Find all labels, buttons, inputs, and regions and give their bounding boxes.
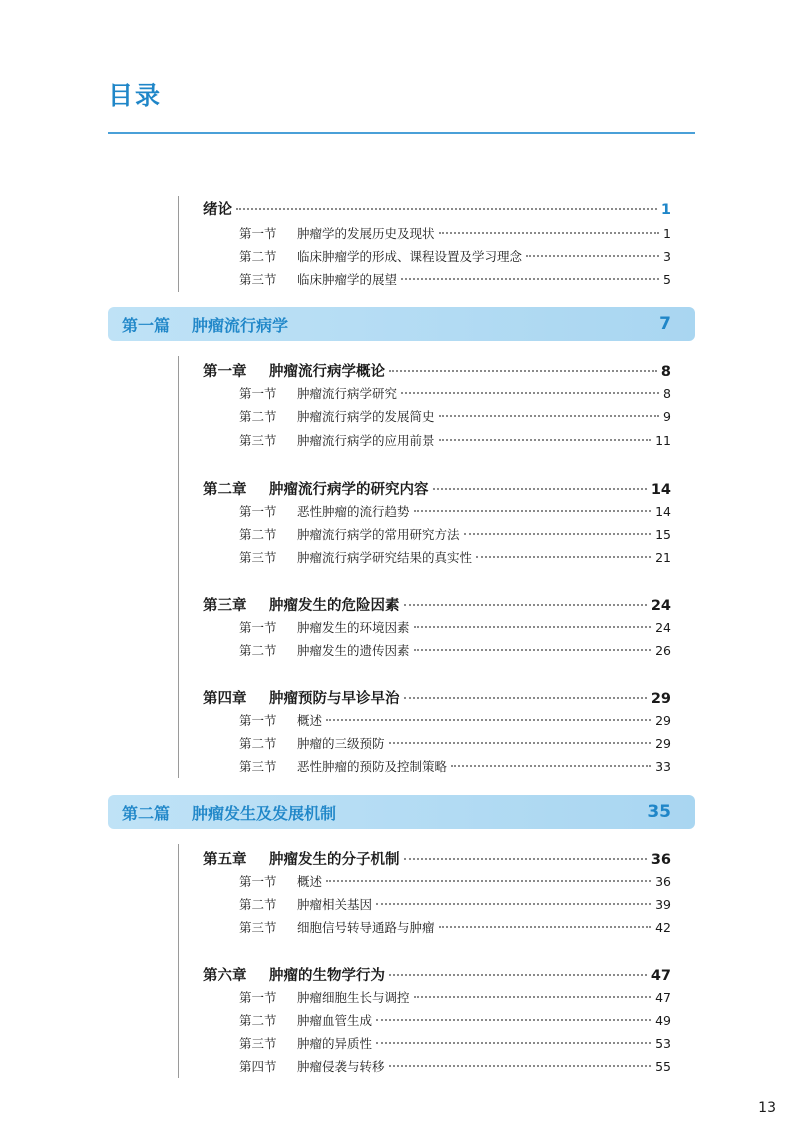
section-page: 24 [655, 620, 671, 635]
chapter-number: 第五章 [203, 852, 247, 868]
section-title: 肿瘤血管生成 [297, 1013, 373, 1028]
toc-section[interactable] [239, 407, 671, 425]
section-title: 肿瘤流行病学的常用研究方法 [297, 527, 460, 542]
section-page: 9 [663, 409, 671, 424]
page-title: 目录 [108, 81, 163, 110]
section-number: 第二节 [239, 736, 277, 751]
toc-chapter[interactable] [203, 478, 671, 499]
leader-dots [389, 974, 647, 976]
toc-section[interactable] [239, 548, 671, 566]
leader-dots [376, 903, 651, 905]
section-title: 概述 [297, 874, 323, 889]
chapter-page: 47 [650, 968, 671, 984]
leader-dots [326, 880, 651, 882]
section-page: 42 [655, 920, 671, 935]
section-number: 第二节 [239, 897, 277, 912]
chapter-page: 29 [650, 691, 671, 707]
section-page: 11 [655, 433, 671, 448]
toc-chapter[interactable] [203, 964, 671, 985]
chapter-title: 肿瘤流行病学概论 [269, 364, 385, 380]
chapter-page: 14 [650, 482, 671, 498]
leader-dots [439, 415, 660, 417]
toc-section[interactable] [239, 641, 671, 659]
leader-dots [376, 1019, 651, 1021]
section-number: 第三节 [239, 272, 277, 287]
toc-section[interactable] [239, 502, 671, 520]
section-title: 肿瘤流行病学的发展简史 [297, 409, 435, 424]
section-title: 恶性肿瘤的预防及控制策略 [297, 759, 448, 774]
section-number: 第二节 [239, 249, 277, 264]
part-header-1[interactable] [108, 307, 695, 341]
section-title: 肿瘤的三级预防 [297, 736, 385, 751]
section-title: 肿瘤流行病学研究 [297, 386, 398, 401]
section-title: 肿瘤相关基因 [297, 897, 373, 912]
chapter-title: 肿瘤发生的分子机制 [269, 852, 400, 868]
leader-dots [404, 604, 647, 606]
section-page: 39 [655, 897, 671, 912]
chapter-page: 24 [650, 598, 671, 614]
section-title: 肿瘤侵袭与转移 [297, 1059, 385, 1074]
toc-section[interactable] [239, 525, 671, 543]
chapter-number: 第二章 [203, 482, 247, 498]
section-page: 33 [655, 759, 671, 774]
chapter-number: 第一章 [203, 364, 247, 380]
section-title: 肿瘤流行病学的应用前景 [297, 433, 435, 448]
section-number: 第二节 [239, 527, 277, 542]
leader-dots [433, 488, 647, 490]
section-page: 26 [655, 643, 671, 658]
title-divider [108, 132, 695, 134]
leader-dots [464, 533, 652, 535]
leader-dots [439, 232, 660, 234]
part-header-2[interactable] [108, 795, 695, 829]
toc-section[interactable] [239, 895, 671, 913]
section-page: 21 [655, 550, 671, 565]
leader-dots [326, 719, 651, 721]
chapter-title: 肿瘤流行病学的研究内容 [269, 482, 429, 498]
toc-section[interactable] [239, 270, 671, 288]
chapter-title: 肿瘤的生物学行为 [269, 968, 385, 984]
leader-dots [414, 996, 652, 998]
toc-block-intro [178, 196, 673, 292]
section-number: 第四节 [239, 1059, 277, 1074]
leader-dots [404, 697, 647, 699]
part-title: 肿瘤发生及发展机制 [192, 803, 337, 823]
section-number: 第一节 [239, 620, 277, 635]
leader-dots [439, 439, 652, 441]
section-title: 肿瘤细胞生长与调控 [297, 990, 410, 1005]
section-title: 肿瘤发生的环境因素 [297, 620, 410, 635]
leader-dots [414, 626, 652, 628]
section-page: 1 [663, 226, 671, 241]
toc-section[interactable] [239, 918, 671, 936]
section-title: 肿瘤学的发展历史及现状 [297, 226, 435, 241]
leader-dots [526, 255, 659, 257]
toc-chapter[interactable] [203, 848, 671, 869]
section-page: 5 [663, 272, 671, 287]
section-title: 肿瘤的异质性 [297, 1036, 373, 1051]
leader-dots [476, 556, 651, 558]
toc-section[interactable] [239, 711, 671, 729]
chapter-title: 肿瘤发生的危险因素 [269, 598, 400, 614]
toc-chapter[interactable] [203, 360, 671, 381]
toc-section[interactable] [239, 247, 671, 265]
toc-block-part-1 [178, 356, 673, 778]
section-number: 第一节 [239, 386, 277, 401]
toc-section[interactable] [239, 872, 671, 890]
section-number: 第三节 [239, 550, 277, 565]
section-page: 36 [655, 874, 671, 889]
section-number: 第三节 [239, 759, 277, 774]
chapter-number: 第四章 [203, 691, 247, 707]
section-title: 肿瘤流行病学研究结果的真实性 [297, 550, 473, 565]
toc-section[interactable] [239, 757, 671, 775]
section-page: 47 [655, 990, 671, 1005]
toc-section[interactable] [239, 1057, 671, 1075]
section-title: 临床肿瘤学的形成、课程设置及学习理念 [297, 249, 523, 264]
leader-dots [389, 742, 652, 744]
leader-dots [414, 649, 652, 651]
toc-section[interactable] [239, 618, 671, 636]
leader-dots [376, 1042, 651, 1044]
section-page: 55 [655, 1059, 671, 1074]
toc-chapter[interactable] [203, 594, 671, 615]
chapter-number: 第六章 [203, 968, 247, 984]
chapter-number: 第三章 [203, 598, 247, 614]
part-number: 第二篇 [122, 803, 171, 823]
leader-dots [389, 370, 657, 372]
section-number: 第三节 [239, 920, 277, 935]
section-number: 第一节 [239, 226, 277, 241]
section-page: 49 [655, 1013, 671, 1028]
toc-intro-title: 绪论 [203, 202, 232, 218]
toc-block-part-2 [178, 844, 673, 1078]
chapter-title: 肿瘤预防与早诊早治 [269, 691, 400, 707]
section-page: 8 [663, 386, 671, 401]
toc-intro-page: 1 [660, 202, 671, 218]
chapter-page: 36 [650, 852, 671, 868]
section-page: 15 [655, 527, 671, 542]
leader-dots [389, 1065, 652, 1067]
section-title: 恶性肿瘤的流行趋势 [297, 504, 410, 519]
section-page: 14 [655, 504, 671, 519]
leader-dots [414, 510, 652, 512]
section-page: 53 [655, 1036, 671, 1051]
chapter-page: 8 [660, 364, 671, 380]
leader-dots [236, 208, 657, 210]
section-page: 29 [655, 713, 671, 728]
leader-dots [451, 765, 651, 767]
section-number: 第三节 [239, 1036, 277, 1051]
section-page: 29 [655, 736, 671, 751]
toc-section[interactable] [239, 734, 671, 752]
section-number: 第三节 [239, 433, 277, 448]
toc-section[interactable] [239, 224, 671, 242]
toc-section[interactable] [239, 1034, 671, 1052]
section-number: 第二节 [239, 643, 277, 658]
section-number: 第一节 [239, 874, 277, 889]
toc-section[interactable] [239, 431, 671, 449]
section-number: 第一节 [239, 504, 277, 519]
toc-section[interactable] [239, 384, 671, 402]
section-number: 第一节 [239, 713, 277, 728]
section-title: 肿瘤发生的遗传因素 [297, 643, 410, 658]
part-number: 第一篇 [122, 315, 171, 335]
section-number: 第一节 [239, 990, 277, 1005]
section-title: 概述 [297, 713, 323, 728]
toc-chapter[interactable] [203, 687, 671, 708]
part-page: 35 [647, 802, 671, 822]
part-page: 7 [659, 314, 671, 334]
toc-section[interactable] [239, 1011, 671, 1029]
toc-section[interactable] [239, 988, 671, 1006]
leader-dots [439, 926, 652, 928]
part-title: 肿瘤流行病学 [192, 315, 289, 335]
section-number: 第二节 [239, 409, 277, 424]
leader-dots [401, 392, 659, 394]
section-number: 第二节 [239, 1013, 277, 1028]
section-title: 临床肿瘤学的展望 [297, 272, 398, 287]
section-page: 3 [663, 249, 671, 264]
toc-intro[interactable] [203, 198, 671, 219]
page-number: 13 [758, 1100, 776, 1116]
leader-dots [401, 278, 659, 280]
leader-dots [404, 858, 647, 860]
section-title: 细胞信号转导通路与肿瘤 [297, 920, 435, 935]
